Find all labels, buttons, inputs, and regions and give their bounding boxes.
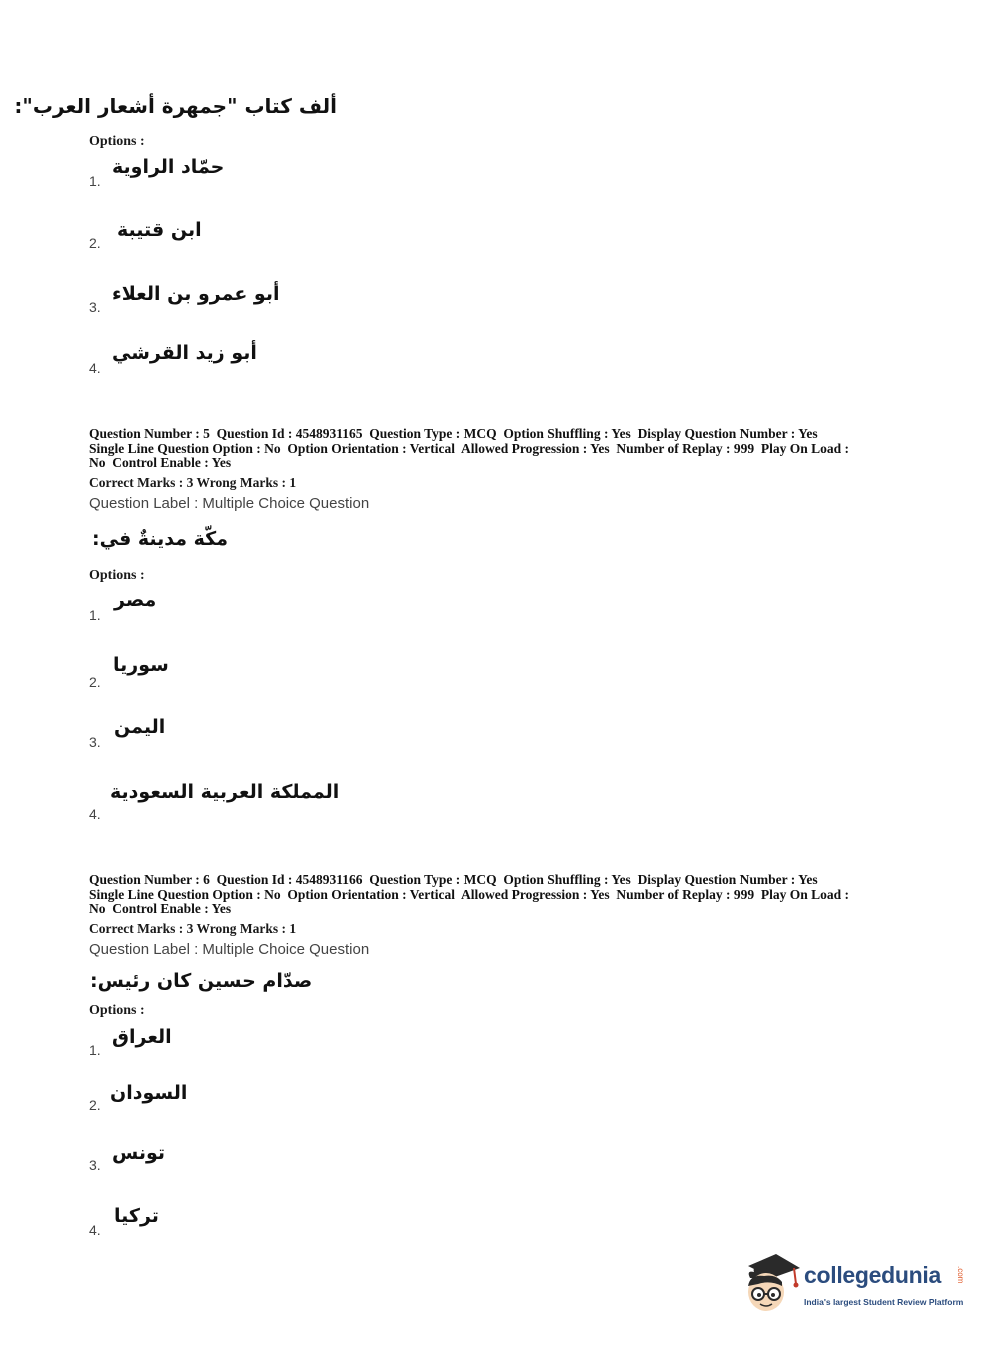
option-text: مصر — [114, 589, 157, 611]
collegedunia-logo — [742, 1250, 972, 1320]
mascot-icon — [742, 1250, 802, 1316]
option-number: 2. — [89, 235, 101, 251]
option-text: أبو عمرو بن العلاء — [112, 283, 280, 305]
option-number: 2. — [89, 1097, 101, 1113]
question-text: صدّام حسين كان رئيس: — [90, 970, 313, 992]
question-text: مكّة مدينةٌ في: — [92, 528, 228, 550]
option-text: حمّاد الراوية — [112, 156, 225, 178]
option-number: 4. — [89, 1222, 101, 1238]
question-label: Question Label : Multiple Choice Question — [89, 941, 370, 958]
option-text: ابن قتيبة — [117, 219, 202, 241]
question-meta: Question Number : 5 Question Id : 4548931165 Question Type : MCQ Option Shuffling : Yes Display Question Number : Yes Single Line Question Option : No Option Orientation : Vertical Allowed Progression : Yes Number of Replay : 999 Play On Load : No Control Enable : Yes — [89, 426, 850, 470]
options-label: Options : — [89, 568, 145, 583]
option-number: 3. — [89, 734, 101, 750]
option-text: السودان — [110, 1082, 188, 1104]
question-text: ألف كتاب "جمهرة أشعار العرب": — [14, 94, 337, 118]
option-number: 4. — [89, 360, 101, 376]
option-text: تركيا — [114, 1205, 159, 1227]
option-number: 1. — [89, 173, 101, 189]
option-number: 3. — [89, 1157, 101, 1173]
question-label: Question Label : Multiple Choice Question — [89, 495, 370, 512]
option-text: سوريا — [113, 654, 169, 676]
option-number: 3. — [89, 299, 101, 315]
option-text: العراق — [112, 1026, 172, 1048]
logo-tagline: India's largest Student Review Platform — [804, 1297, 964, 1307]
logo-brand: collegedunia — [804, 1262, 941, 1288]
option-text: المملكة العربية السعودية — [110, 781, 340, 803]
option-number: 1. — [89, 1042, 101, 1058]
option-number: 1. — [89, 607, 101, 623]
question-meta: Question Number : 6 Question Id : 4548931166 Question Type : MCQ Option Shuffling : Yes Display Question Number : Yes Single Line Question Option : No Option Orientation : Vertical Allowed Progression : Yes Number of Replay : 999 Play On Load : No Control Enable : Yes — [89, 872, 850, 916]
logo-com: .com — [956, 1266, 965, 1284]
option-text: تونس — [112, 1142, 166, 1164]
option-text: اليمن — [114, 716, 166, 738]
option-number: 4. — [89, 806, 101, 822]
question-marks: Correct Marks : 3 Wrong Marks : 1 — [89, 921, 297, 936]
options-label: Options : — [89, 1003, 145, 1018]
option-number: 2. — [89, 674, 101, 690]
option-text: أبو زيد القرشي — [112, 342, 257, 364]
question-marks: Correct Marks : 3 Wrong Marks : 1 — [89, 475, 297, 490]
options-label: Options : — [89, 134, 145, 149]
